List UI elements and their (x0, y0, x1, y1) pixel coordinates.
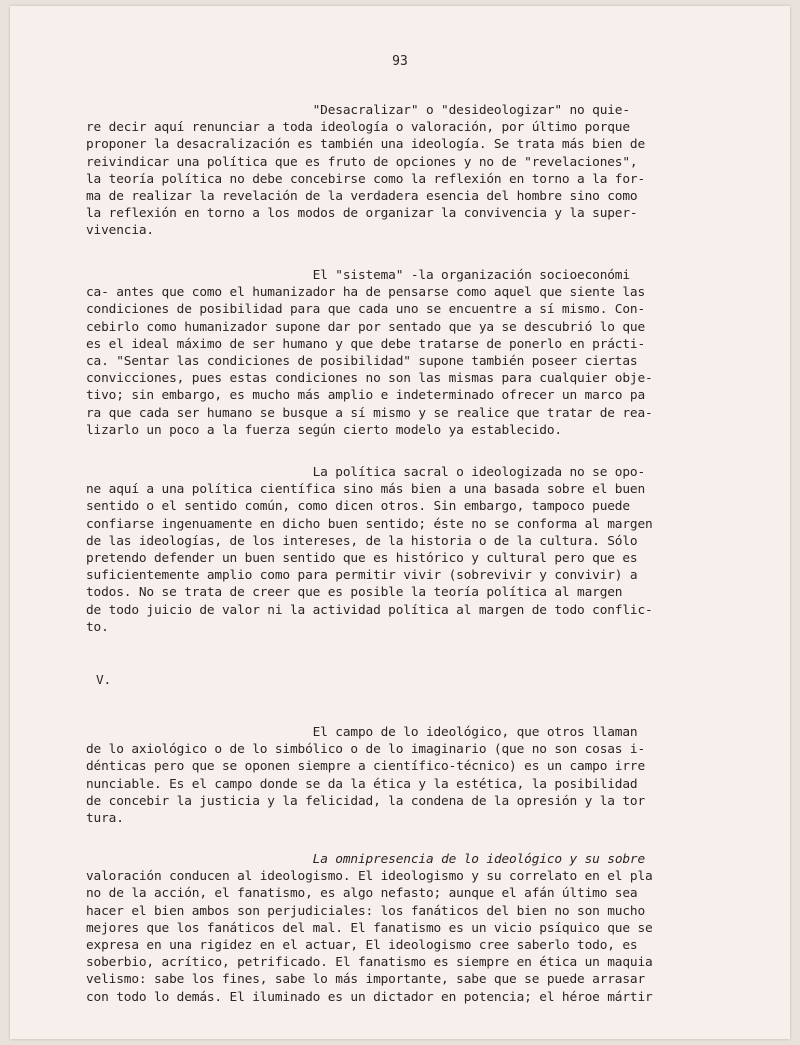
paragraph-desacralizar: "Desacralizar" o "desideologizar" no quie- re decir aquí renunciar a toda ideología o valoración, por último porque proponer la desacralización es también una ideología. Se trata más bien de reivindicar una política que es fruto de opciones y no de "revelaciones", la teoría política no debe concebirse como la reflexión en torno a la for- ma de realizar la revelación de la verdadera esencia del hombre sino como la reflexión en torno a los modos de organizar la convivencia y la super- vivencia. (86, 103, 646, 239)
paragraph-omnipresencia (86, 851, 746, 1006)
italic-lead-text: La omnipresencia de lo ideológico y su sobre (312, 852, 646, 867)
paragraph-body-text: valoración conducen al ideologismo. El ideologismo y su correlato en el pla no de la acción, el fanatismo, es algo nefasto; aunque el afán último sea hacer el bien ambos son perjudiciales: los fanáticos del bien no son mucho mejores que los fanáticos del mal. El fanatismo es un vicio psíquico que se expresa en una rigidez en el actuar, El ideologismo cree saberlo todo, es soberbio, acrítico, petrificado. El fanatismo es siempre en ética un maquia velismo: sabe los fines, sabe lo más importante, sabe que se puede arrasar con todo lo demás. El iluminado es un dictador en potencia; el héroe mártir (86, 869, 653, 1005)
paragraph-indent (86, 852, 313, 867)
section-label: V. (96, 673, 112, 688)
paragraph-campo-ideologico: El campo de lo ideológico, que otros llaman de lo axiológico o de lo simbólico o de lo imaginario (que no son cosas i- dénticas pero que se oponen siempre a científico-técnico) es un campo irre nunciable. Es el campo donde se da la ética y la estética, la posibilidad de concebir la justicia y la felicidad, la condena de la opresión y la tor tura. (86, 725, 646, 827)
document-page (10, 6, 790, 1039)
page-number: 93 (392, 54, 408, 69)
paragraph-politica-sacral: La política sacral o ideologizada no se opo- ne aquí a una política científica sino más bien a una basada sobre el buen sentido o el sentido común, como dicen otros. Sin embargo, tampoco puede confiarse ingenuamente en dicho buen sentido; éste no se conforma al margen de las ideologías, de los intereses, de la historia o de la cultura. Sólo pretendo defender un buen sentido que es histórico y cultural pero que es suficientemente amplio como para permitir vivir (sobrevivir y convivir) a todos. No se trata de creer que es posible la teoría política al margen de todo juicio de valor ni la actividad política al margen de todo conflic- to. (86, 465, 653, 635)
paragraph-sistema: El "sistema" -la organización socioeconómi ca- antes que como el humanizador ha de pensarse como aquel que siente las condiciones de posibilidad para que cada uno se encuentre a sí mismo. Con- cebirlo como humanizador supone dar por sentado que ya se descubrió lo que es el ideal máximo de ser humano y que debe tratarse de ponerlo en prácti- ca. "Sentar las condiciones de posibilidad" supone también poseer ciertas convicciones, pues estas condiciones no son las mismas para cualquier obje- tivo; sin embargo, es mucho más amplio e indeterminado ofrecer un marco pa ra que cada ser humano se busque a sí mismo y se realice que tratar de rea- lizarlo un poco a la fuerza según cierto modelo ya establecido. (86, 268, 653, 438)
